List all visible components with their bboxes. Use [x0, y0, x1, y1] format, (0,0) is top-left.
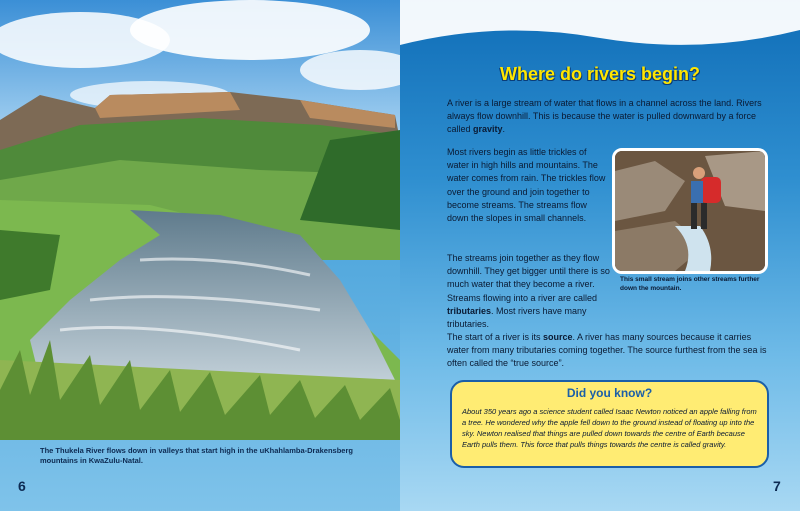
paragraph-streams: The streams join together as they flow downhill. They get bigger until there is so much water that they become a river. Streams flowing into a river are called tributaries. Most rivers have many tributaries. [447, 253, 610, 330]
did-you-know-body: About 350 years ago a science student called Isaac Newton noticed an apple falling from a tree. He wondered why the apple fell down to the ground instead of floating up into the sky. Newton realised that things are pulled down towards the centre of Earth because Earth pulls them. This force that pulls things towards the centre is called gravity. [462, 407, 757, 449]
inset-caption: This small stream joins other streams further down the mountain. [620, 276, 760, 292]
top-wave-decoration [400, 0, 800, 70]
paragraph-source: The start of a river is its source. A river has many sources because it carries water from many tributaries coming together. The source furthest from the sea is often called the “true source”. [447, 332, 767, 369]
river-photo [0, 0, 400, 440]
page-title: Where do rivers begin? [499, 64, 701, 84]
page-number-left: 6 [18, 478, 26, 494]
photo-caption: The Thukela River flows down in valleys that start high in the uKhahlamba-Drakensberg mountains in KwaZulu-Natal. [40, 446, 353, 465]
hiker-stream-photo [612, 148, 768, 274]
did-you-know-title: Did you know? [566, 386, 653, 400]
page-number-right: 7 [773, 478, 781, 494]
paragraph-intro: A river is a large stream of water that flows in a channel across the land. Rivers always flow downhill. This is because the water is pulled downward by a force called gravity. [447, 98, 762, 135]
paragraph-trickles: Most rivers begin as little trickles of water in high hills and mountains. The water comes from rain. The trickles flow over the ground and join together to become streams. The streams flow down the slopes in small channels. [447, 147, 606, 224]
did-you-know-box [450, 380, 769, 468]
